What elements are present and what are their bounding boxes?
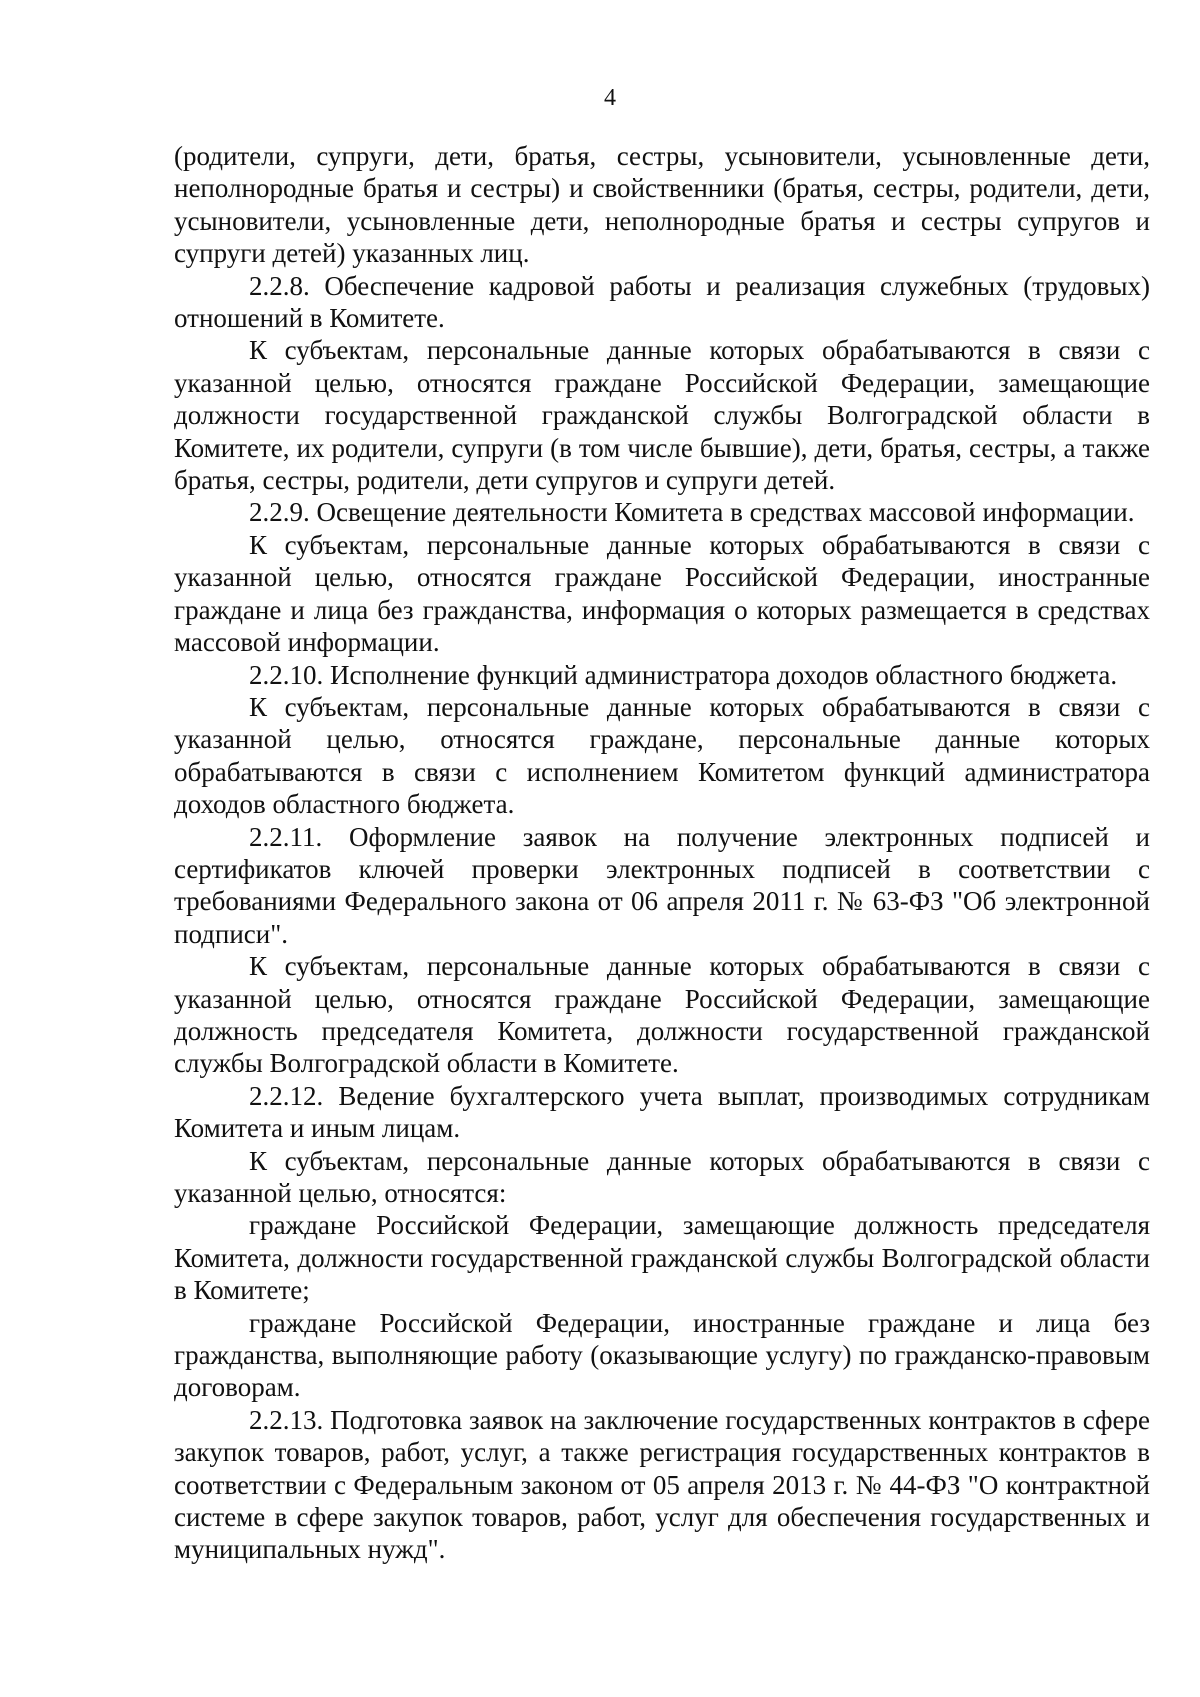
document-body [174,140,1150,1566]
section-heading: 2.2.13. Подготовка заявок на заключение государственных контрактов в сфере закупок товаров, работ, услуг, а также регистрация государственных контрактов в соответствии с Федеральным законом от 05 апреля 2013 г. № 44-ФЗ "О контрактной системе в сфере закупок товаров, работ, услуг для обеспечения государственных и муниципальных нужд". [174,1404,1150,1565]
section-heading: 2.2.10. Исполнение функций администратора доходов областного бюджета. [249,659,1118,690]
list-item: граждане Российской Федерации, замещающие должность председателя Комитета, должности государственной гражданской службы Волгоградской области в Комитете; [174,1210,1150,1306]
section-heading: 2.2.8. Обеспечение кадровой работы и реализация служебных (трудовых) отношений в Комитете. [174,270,1150,334]
section-heading: 2.2.12. Ведение бухгалтерского учета выплат, производимых сотрудникам Комитета и иным лицам. [174,1080,1150,1144]
paragraph: К субъектам, персональные данные которых обрабатываются в связи с указанной целью, относятся граждане Российской Федерации, замещающие должность председателя Комитета, должности государственной гражданской службы Волгоградской области в Комитете. [174,951,1150,1079]
paragraph: (родители, супруги, дети, братья, сестры, усыновители, усыновленные дети, неполнородные братья и сестры) и свойственники (братья, сестры, родители, дети, усыновители, усыновленные дети, неполнородные братья и сестры супругов и супруги детей) указанных лиц. [174,141,1150,269]
list-item: граждане Российской Федерации, иностранные граждане и лица без гражданства, выполняющие работу (оказывающие услугу) по гражданско-правовым договорам. [174,1307,1150,1403]
paragraph: К субъектам, персональные данные которых обрабатываются в связи с указанной целью, относятся граждане Российской Федерации, иностранные граждане и лица без гражданства, информация о которых размещается в средствах массовой информации. [174,529,1150,658]
paragraph: К субъектам, персональные данные которых обрабатываются в связи с указанной целью, относятся: [174,1145,1150,1208]
page-number: 4 [604,85,616,111]
section-heading: 2.2.9. Освещение деятельности Комитета в средствах массовой информации. [249,497,1135,528]
section-heading: 2.2.11. Оформление заявок на получение электронных подписей и сертификатов ключей проверки электронных подписей в соответствии с требованиями Федерального закона от 06 апреля 2011 г. № 63-ФЗ "Об электронной подписи". [174,821,1150,949]
paragraph: К субъектам, персональные данные которых обрабатываются в связи с указанной целью, относятся граждане Российской Федерации, замещающие должности государственной гражданской службы Волгоградской области в Комитете, их родители, супруги (в том числе бывшие), дети, братья, сестры, а также братья, сестры, родители, дети супругов и супруги детей. [174,335,1150,496]
paragraph: К субъектам, персональные данные которых обрабатываются в связи с указанной целью, относятся граждане, персональные данные которых обрабатываются в связи с исполнением Комитетом функций администратора доходов областного бюджета. [174,691,1150,820]
